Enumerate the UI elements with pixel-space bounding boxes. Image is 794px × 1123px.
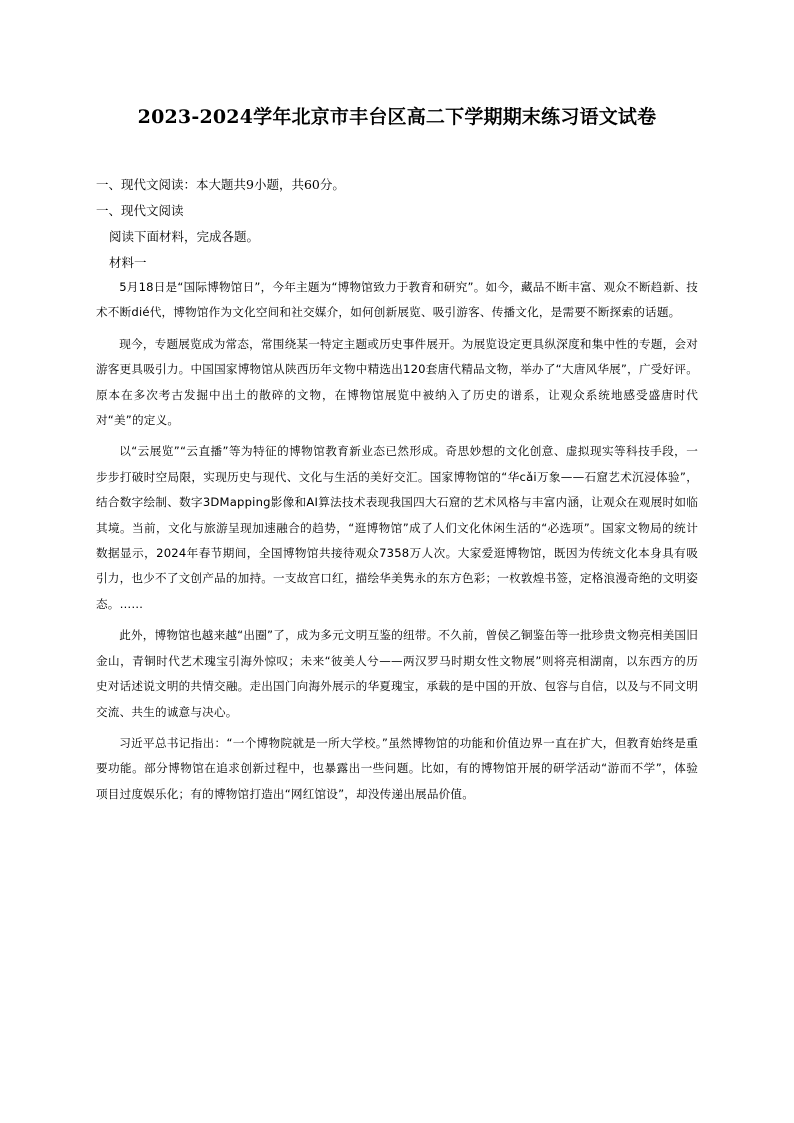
paragraph-1: 5月18日是“国际博物馆日”，今年主题为“博物馆致力于教育和研究”。如今，藏品不断丰富、观众不断趋新、技术不断dié代，博物馆作为文化空间和社交媒介，如何创新展览、吸引游客、传播文化，是需要不断探索的话题。 bbox=[96, 280, 698, 320]
section-heading-1: 一、现代文阅读：本大题共9小题，共60分。 bbox=[96, 177, 345, 192]
material-label: 材料一 bbox=[109, 255, 147, 270]
paragraph-5: 习近平总书记指出：“一个博物院就是一所大学校。”虽然博物馆的功能和价值边界一直在扩大，但教育始终是重要功能。部分博物馆在追求创新过程中，也暴露出一些问题。比如，有的博物馆开展的研学活动“游而不学”，体验项目过度娱乐化；有的博物馆打造出“网红馆设”，却没传递出展品价值。 bbox=[96, 735, 698, 801]
reading-instruction: 阅读下面材料，完成各题。 bbox=[109, 229, 260, 244]
paragraph-2: 现今，专题展览成为常态，常围绕某一特定主题或历史事件展开。为展览设定更具纵深度和集中性的专题，会对游客更具吸引力。中国国家博物馆从陕西历年文物中精选出120套唐代精品文物，举办了“大唐风华展”，广受好评。原本在多次考古发掘中出土的散碎的文物，在博物馆展览中被纳入了历史的谱系，让观众系统地感受盛唐时代对“美”的定义。 bbox=[96, 336, 698, 428]
paragraph-3: 以“云展览”“云直播”等为特征的博物馆教育新业态已然形成。奇思妙想的文化创意、虚拟现实等科技手段，一步步打破时空局限，实现历史与现代、文化与生活的美好交汇。国家博物馆的“华cǎi万象——石窟艺术沉浸体验”，结合数字绘制、数字3DMapping影像和AI算法技术表现我国四大石窟的艺术风格与丰富内涵，让观众在观展时如临其境。当前，文化与旅游呈现加速融合的趋势，“逛博物馆”成了人们文化休闲生活的“必选项”。国家文物局的统计数据显示，2024年春节期间，全国博物馆共接待观众7358万人次。大家爱逛博物馆，既因为传统文化本身具有吸引力，也少不了文创产品的加持。一支故宫口红，描绘华美隽永的东方色彩；一枚敦煌书签，定格浪漫奇绝的文明姿态。…… bbox=[96, 444, 698, 611]
paragraph-4: 此外，博物馆也越来越“出圈”了，成为多元文明互鉴的纽带。不久前，曾侯乙铜鉴缶等一批珍贵文物亮相美国旧金山，青铜时代艺术瑰宝引海外惊叹；未来“彼美人兮——两汉罗马时期女性文物展”则将亮相湖南，以东西方的历史对话述说文明的共情交融。走出国门向海外展示的华夏瑰宝，承载的是中国的开放、包容与自信，以及与不同文明交流、共生的诚意与决心。 bbox=[96, 628, 698, 719]
section-heading-2: 一、现代文阅读 bbox=[96, 203, 184, 218]
document-title: 2023-2024学年北京市丰台区高二下学期期末练习语文试卷 bbox=[137, 106, 657, 128]
